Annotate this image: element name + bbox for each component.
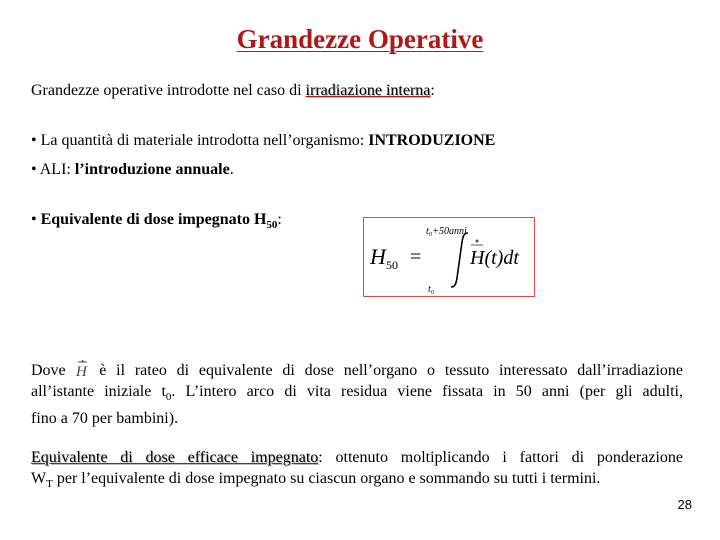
efficace-line-1 bbox=[31, 447, 683, 468]
bullet-ali bbox=[31, 159, 234, 180]
formula-box bbox=[363, 217, 535, 297]
bullet-text: La quantità di materiale introdotta nell’organismo: bbox=[40, 132, 369, 149]
efficace-emphasis: Equivalente di dose efficace impegnato bbox=[31, 449, 319, 466]
efficace-t-subscript: T bbox=[46, 478, 53, 491]
bullet-subscript: 50 bbox=[266, 219, 278, 232]
efficace-paragraph bbox=[31, 447, 683, 495]
dove-line-1-rest: è il rateo di equivalente di dose nell’organo o tessuto interessato dall’irradiazione bbox=[99, 362, 683, 379]
bullet-marker: • bbox=[31, 161, 37, 178]
dove-paragraph bbox=[31, 360, 683, 429]
formula-upper-limit: t₀+50anni bbox=[426, 226, 467, 237]
efficace-line-2-post: per l’equivalente di dose impegnato su ciascun organo e sommando su tutti i termini. bbox=[52, 470, 601, 487]
page-title: Grandezze Operative bbox=[236, 24, 484, 54]
h-dot bbox=[476, 240, 479, 243]
efficace-line-2 bbox=[31, 468, 683, 495]
bullet-introduzione bbox=[31, 130, 495, 151]
integral-sign bbox=[451, 233, 468, 287]
bullet-marker: • bbox=[31, 211, 37, 228]
dove-word: Dove bbox=[31, 362, 66, 379]
efficace-w: W bbox=[31, 470, 47, 487]
page-number: 28 bbox=[677, 497, 692, 512]
bullet-bold: INTRODUZIONE bbox=[368, 132, 496, 149]
dove-line-2-pre: all’istante iniziale t bbox=[31, 383, 166, 400]
bullet-h50 bbox=[31, 209, 282, 236]
dove-line-2 bbox=[31, 381, 683, 408]
bullet-bold: Equivalente di dose impegnato H bbox=[40, 211, 267, 228]
intro-emphasis: irradiazione interna bbox=[305, 82, 431, 99]
dove-line-2-post: . L’intero arco di vita residua viene fissata in 50 anni (per gli adulti, bbox=[171, 383, 683, 400]
formula-lhs: H bbox=[370, 244, 386, 269]
intro-prefix: Grandezze operative introdotte nel caso di bbox=[31, 82, 306, 99]
bullet-text: ALI: bbox=[39, 161, 75, 178]
intro-line bbox=[31, 80, 435, 101]
bullet-suffix: : bbox=[277, 211, 282, 228]
formula-h50 bbox=[364, 218, 533, 295]
dove-line-3: fino a 70 per bambini). bbox=[31, 410, 179, 428]
formula-integrand: H(t)dt bbox=[470, 247, 519, 269]
svg-text:H: H bbox=[76, 364, 88, 378]
formula-lower-limit: t₀ bbox=[428, 284, 435, 295]
bullet-bold: l’introduzione annuale bbox=[74, 161, 230, 178]
dove-line-1 bbox=[31, 360, 683, 381]
formula-equals: = bbox=[410, 246, 422, 268]
bullet-suffix: . bbox=[229, 161, 234, 178]
efficace-line-1-rest: : ottenuto moltiplicando i fattori di ponderazione bbox=[318, 449, 684, 466]
intro-suffix: : bbox=[430, 82, 435, 99]
h-dot-symbol-icon bbox=[75, 360, 89, 378]
bullet-marker: • bbox=[31, 132, 37, 149]
dove-t0-subscript: 0 bbox=[165, 391, 172, 404]
formula-lhs-subscript: 50 bbox=[386, 258, 398, 272]
